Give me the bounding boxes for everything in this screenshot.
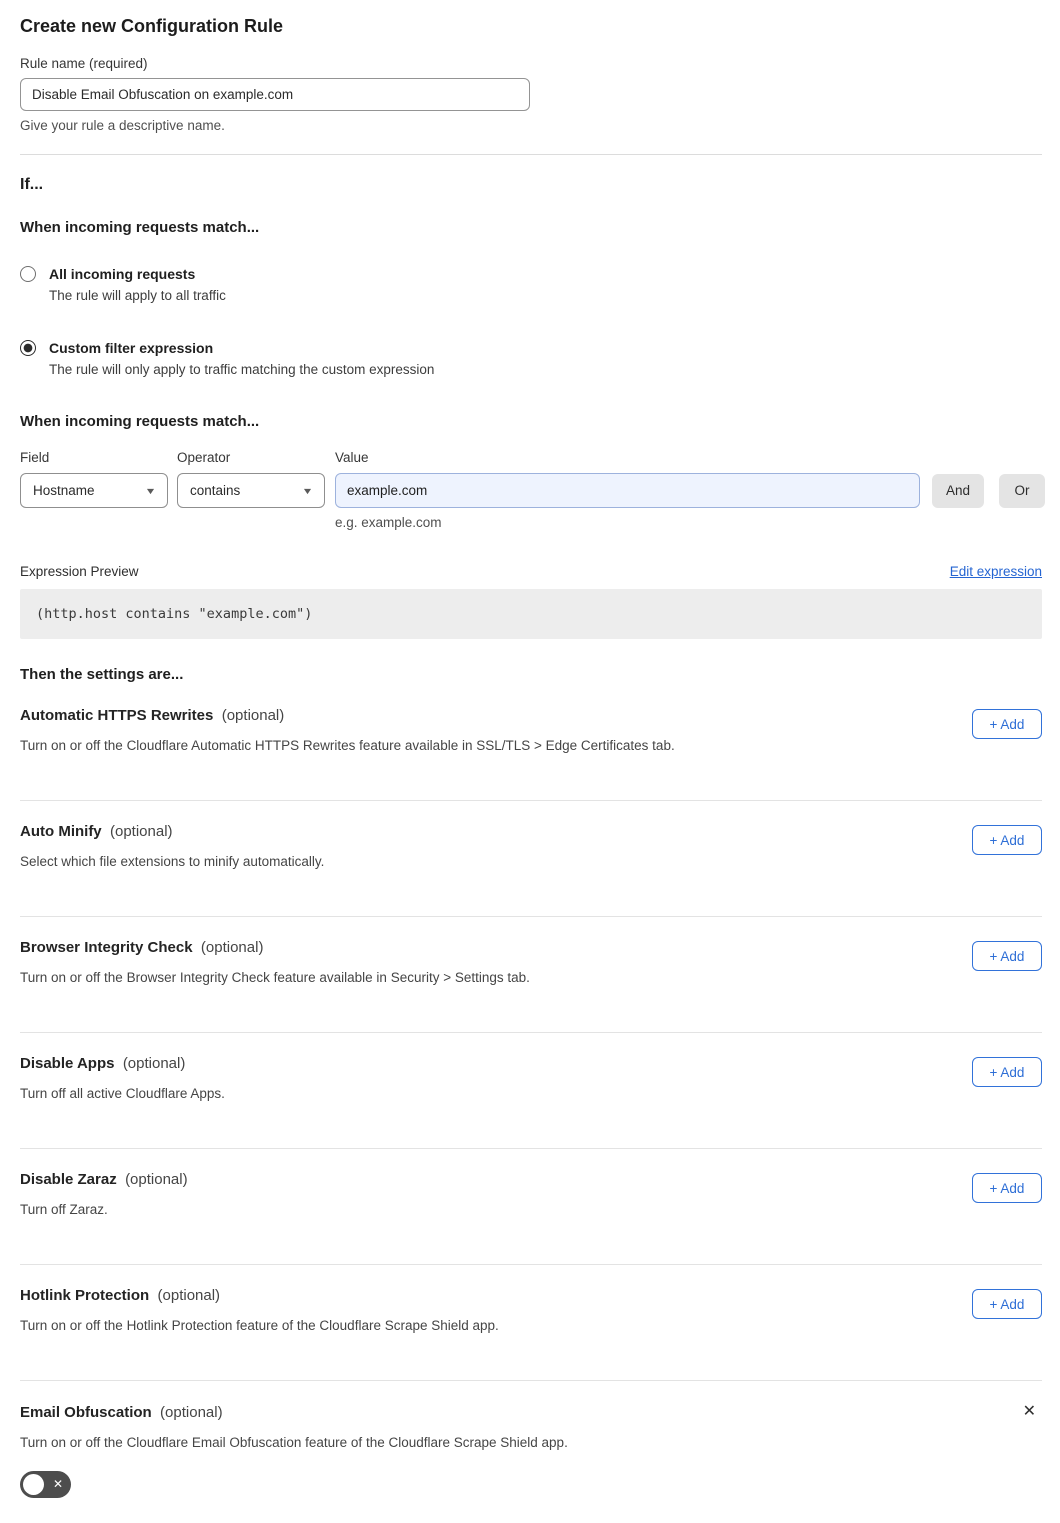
section-divider: [20, 154, 1042, 155]
setting-optional-suffix: (optional): [200, 939, 264, 956]
operator-select-value: contains: [190, 483, 241, 498]
setting-title-text: Auto Minify: [20, 823, 102, 840]
setting-texts: [20, 1286, 972, 1335]
radio-option-all-requests[interactable]: [20, 265, 1042, 305]
setting-description: Turn on or off the Cloudflare Email Obfuscation feature of the Cloudflare Scrape Shield app.: [20, 1435, 568, 1450]
settings-heading: Then the settings are...: [20, 666, 184, 683]
settings-list: [20, 685, 1042, 1381]
setting-row: [20, 685, 1042, 800]
setting-title-text: Disable Zaraz: [20, 1171, 117, 1188]
setting-texts: [20, 1170, 972, 1219]
radio-option-custom-filter[interactable]: [20, 339, 1042, 379]
toggle-off-icon: ✕: [52, 1477, 63, 1491]
radio-description: The rule will only apply to traffic matching the custom expression: [49, 362, 435, 377]
add-button[interactable]: + Add: [972, 1057, 1042, 1087]
setting-row: [20, 1033, 1042, 1148]
setting-description: Turn off all active Cloudflare Apps.: [20, 1086, 225, 1101]
expression-preview-row: [20, 564, 1042, 579]
field-label: Field: [20, 450, 50, 465]
add-button[interactable]: + Add: [972, 709, 1042, 739]
operator-label: Operator: [177, 450, 231, 465]
setting-texts: [20, 1054, 972, 1103]
expression-code: (http.host contains "example.com"): [36, 606, 313, 622]
page-title: Create new Configuration Rule: [20, 16, 284, 36]
expression-code-block: [20, 589, 1042, 639]
setting-optional-suffix: (optional): [221, 707, 285, 724]
if-heading: If...: [20, 176, 44, 193]
setting-title-text: Hotlink Protection: [20, 1287, 150, 1304]
expression-preview-label: Expression Preview: [20, 564, 139, 579]
setting-row: [20, 1149, 1042, 1264]
setting-row-email-obfuscation: [20, 1381, 1042, 1503]
expression-builder-heading: When incoming requests match...: [20, 413, 260, 430]
radio-label: All incoming requests: [49, 266, 196, 282]
setting-description: Turn on or off the Hotlink Protection feature of the Cloudflare Scrape Shield app.: [20, 1318, 499, 1333]
radio-texts: [49, 265, 226, 305]
add-button[interactable]: + Add: [972, 1173, 1042, 1203]
radio-texts: [49, 339, 434, 379]
field-select-value: Hostname: [33, 483, 95, 498]
custom-filter-radio[interactable]: [20, 340, 36, 356]
add-button[interactable]: + Add: [972, 941, 1042, 971]
setting-description: Select which file extensions to minify automatically.: [20, 854, 325, 869]
setting-row: [20, 1265, 1042, 1380]
edit-expression-link[interactable]: Edit expression: [949, 564, 1042, 579]
rule-name-input[interactable]: [20, 78, 530, 111]
setting-texts: [20, 706, 972, 755]
setting-optional-suffix: (optional): [125, 1171, 188, 1188]
match-subheading: When incoming requests match...: [20, 219, 260, 236]
setting-row: [20, 801, 1042, 916]
builder-labels: [20, 449, 1042, 466]
setting-title-text: Disable Apps: [20, 1055, 115, 1072]
setting-optional-suffix: (optional): [122, 1055, 186, 1072]
rule-name-label: Rule name (required): [20, 56, 148, 71]
setting-title-text: Automatic HTTPS Rewrites: [20, 707, 214, 724]
setting-title: [20, 1170, 972, 1190]
setting-title: [20, 1403, 223, 1423]
rule-name-help: Give your rule a descriptive name.: [20, 118, 225, 133]
setting-title-text: Email Obfuscation: [20, 1404, 152, 1421]
expanded-setting-head: [20, 1403, 1042, 1423]
setting-title: [20, 822, 972, 842]
setting-title-text: Browser Integrity Check: [20, 939, 193, 956]
setting-description: Turn off Zaraz.: [20, 1202, 108, 1217]
value-input[interactable]: [335, 473, 920, 508]
toggle-knob: [23, 1474, 44, 1495]
setting-description: Turn on or off the Cloudflare Automatic HTTPS Rewrites feature available in SSL/TLS > Edge Certificates tab.: [20, 738, 675, 753]
setting-optional-suffix: (optional): [160, 1404, 223, 1421]
and-button[interactable]: And: [932, 474, 984, 508]
chevron-down-icon: ▼: [301, 485, 314, 496]
setting-title: [20, 1054, 972, 1074]
setting-title: [20, 1286, 972, 1306]
email-obfuscation-toggle[interactable]: [20, 1471, 71, 1498]
setting-optional-suffix: (optional): [110, 823, 173, 840]
setting-description: Turn on or off the Browser Integrity Check feature available in Security > Settings tab.: [20, 970, 530, 985]
expression-builder-row: [20, 473, 1042, 508]
operator-select[interactable]: [177, 473, 325, 508]
setting-texts: [20, 822, 972, 871]
setting-title: [20, 938, 972, 958]
configuration-rule-form: [0, 14, 1060, 1523]
value-help: e.g. example.com: [335, 515, 442, 530]
chevron-down-icon: ▼: [144, 485, 157, 496]
value-label: Value: [335, 450, 369, 465]
or-button[interactable]: Or: [999, 474, 1045, 508]
add-button[interactable]: + Add: [972, 825, 1042, 855]
setting-optional-suffix: (optional): [157, 1287, 221, 1304]
field-select[interactable]: [20, 473, 168, 508]
setting-title: [20, 706, 972, 726]
radio-label: Custom filter expression: [49, 340, 214, 356]
close-icon[interactable]: ✕: [1022, 1403, 1036, 1420]
setting-row: [20, 917, 1042, 1032]
radio-description: The rule will apply to all traffic: [49, 288, 226, 303]
all-requests-radio[interactable]: [20, 266, 36, 282]
add-button[interactable]: + Add: [972, 1289, 1042, 1319]
setting-texts: [20, 938, 972, 987]
